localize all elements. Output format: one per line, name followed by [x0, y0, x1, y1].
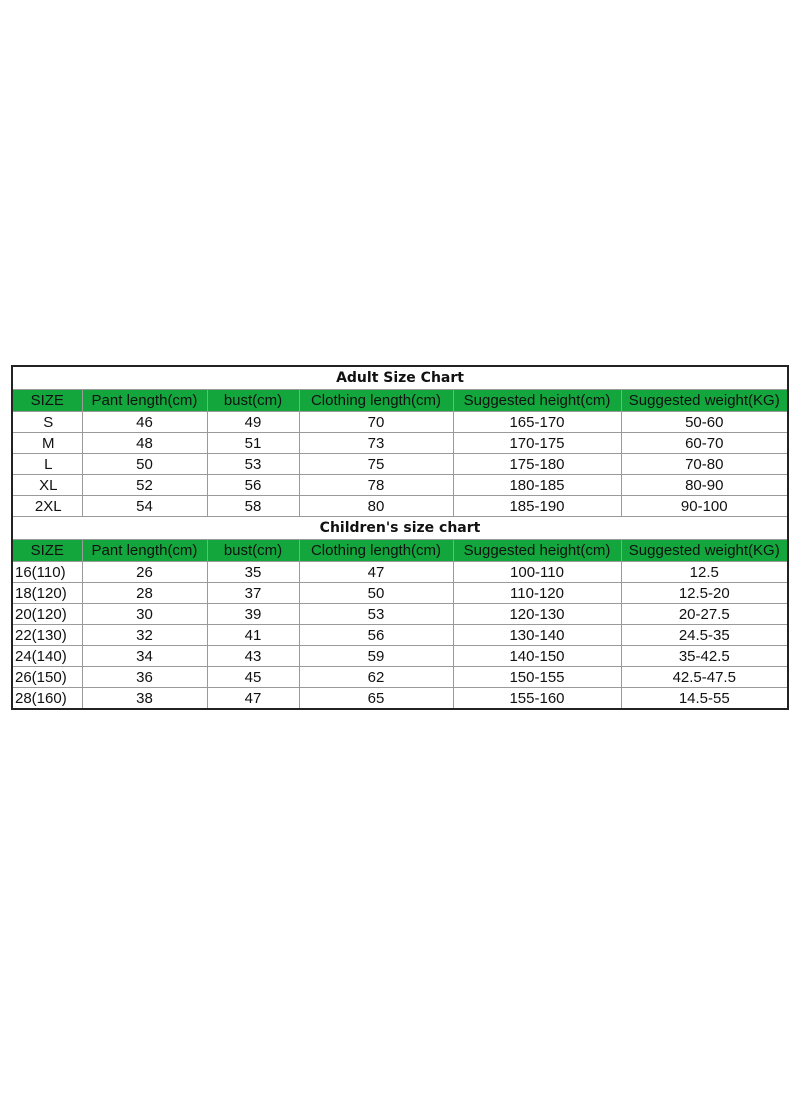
table-cell: 14.5-55	[621, 688, 788, 710]
adult-size-chart-column-header: Suggested height(cm)	[453, 390, 621, 412]
table-cell: 43	[207, 646, 299, 667]
size-cell: S	[12, 412, 82, 433]
table-cell: 50	[299, 583, 453, 604]
table-cell: 34	[82, 646, 207, 667]
table-row	[12, 562, 788, 583]
size-cell: L	[12, 454, 82, 475]
table-row	[12, 583, 788, 604]
children-size-chart-title-row	[12, 517, 788, 540]
table-cell: 155-160	[453, 688, 621, 710]
table-cell: 39	[207, 604, 299, 625]
table-cell: 47	[299, 562, 453, 583]
table-cell: 46	[82, 412, 207, 433]
table-cell: 56	[207, 475, 299, 496]
table-cell: 50	[82, 454, 207, 475]
table-cell: 175-180	[453, 454, 621, 475]
children-size-chart-column-header: bust(cm)	[207, 540, 299, 562]
table-cell: 20-27.5	[621, 604, 788, 625]
table-cell: 90-100	[621, 496, 788, 517]
table-cell: 180-185	[453, 475, 621, 496]
table-cell: 26	[82, 562, 207, 583]
size-cell: 20(120)	[12, 604, 82, 625]
table-row	[12, 454, 788, 475]
size-chart-table	[11, 365, 789, 710]
table-cell: 50-60	[621, 412, 788, 433]
table-cell: 110-120	[453, 583, 621, 604]
table-cell: 48	[82, 433, 207, 454]
table-cell: 38	[82, 688, 207, 710]
table-cell: 56	[299, 625, 453, 646]
size-cell: 26(150)	[12, 667, 82, 688]
table-cell: 59	[299, 646, 453, 667]
table-row	[12, 667, 788, 688]
adult-size-chart-title-row	[12, 366, 788, 390]
table-cell: 37	[207, 583, 299, 604]
table-cell: 165-170	[453, 412, 621, 433]
adult-size-chart-header-row	[12, 390, 788, 412]
table-cell: 30	[82, 604, 207, 625]
table-cell: 53	[299, 604, 453, 625]
table-cell: 78	[299, 475, 453, 496]
children-size-chart-column-header: Suggested height(cm)	[453, 540, 621, 562]
table-cell: 35	[207, 562, 299, 583]
table-cell: 120-130	[453, 604, 621, 625]
table-cell: 49	[207, 412, 299, 433]
table-cell: 52	[82, 475, 207, 496]
size-chart-body	[12, 366, 788, 709]
size-cell: M	[12, 433, 82, 454]
children-size-chart-column-header: Clothing length(cm)	[299, 540, 453, 562]
table-cell: 36	[82, 667, 207, 688]
table-cell: 70-80	[621, 454, 788, 475]
size-cell: 2XL	[12, 496, 82, 517]
size-cell: 24(140)	[12, 646, 82, 667]
table-cell: 47	[207, 688, 299, 710]
table-cell: 65	[299, 688, 453, 710]
table-cell: 130-140	[453, 625, 621, 646]
table-cell: 42.5-47.5	[621, 667, 788, 688]
children-size-chart-column-header: SIZE	[12, 540, 82, 562]
table-cell: 70	[299, 412, 453, 433]
table-cell: 62	[299, 667, 453, 688]
size-cell: 16(110)	[12, 562, 82, 583]
table-row	[12, 604, 788, 625]
table-cell: 140-150	[453, 646, 621, 667]
table-cell: 45	[207, 667, 299, 688]
table-cell: 75	[299, 454, 453, 475]
table-row	[12, 688, 788, 710]
table-cell: 12.5-20	[621, 583, 788, 604]
table-row	[12, 625, 788, 646]
size-cell: 22(130)	[12, 625, 82, 646]
adult-size-chart-column-header: Suggested weight(KG)	[621, 390, 788, 412]
table-cell: 12.5	[621, 562, 788, 583]
table-cell: 150-155	[453, 667, 621, 688]
adult-size-chart-title: Adult Size Chart	[12, 366, 788, 390]
table-cell: 32	[82, 625, 207, 646]
children-size-chart-title: Children's size chart	[12, 517, 788, 540]
children-size-chart-header-row	[12, 540, 788, 562]
table-cell: 185-190	[453, 496, 621, 517]
table-cell: 80-90	[621, 475, 788, 496]
table-row	[12, 412, 788, 433]
table-cell: 73	[299, 433, 453, 454]
table-cell: 170-175	[453, 433, 621, 454]
size-cell: XL	[12, 475, 82, 496]
table-row	[12, 475, 788, 496]
adult-size-chart-column-header: Clothing length(cm)	[299, 390, 453, 412]
table-cell: 100-110	[453, 562, 621, 583]
table-cell: 24.5-35	[621, 625, 788, 646]
table-cell: 80	[299, 496, 453, 517]
table-cell: 54	[82, 496, 207, 517]
table-cell: 28	[82, 583, 207, 604]
table-cell: 41	[207, 625, 299, 646]
adult-size-chart-column-header: Pant length(cm)	[82, 390, 207, 412]
size-cell: 28(160)	[12, 688, 82, 710]
adult-size-chart-column-header: SIZE	[12, 390, 82, 412]
table-row	[12, 646, 788, 667]
table-cell: 35-42.5	[621, 646, 788, 667]
children-size-chart-column-header: Pant length(cm)	[82, 540, 207, 562]
table-row	[12, 433, 788, 454]
table-cell: 58	[207, 496, 299, 517]
adult-size-chart-column-header: bust(cm)	[207, 390, 299, 412]
table-cell: 53	[207, 454, 299, 475]
children-size-chart-column-header: Suggested weight(KG)	[621, 540, 788, 562]
size-cell: 18(120)	[12, 583, 82, 604]
table-cell: 51	[207, 433, 299, 454]
table-row	[12, 496, 788, 517]
table-cell: 60-70	[621, 433, 788, 454]
